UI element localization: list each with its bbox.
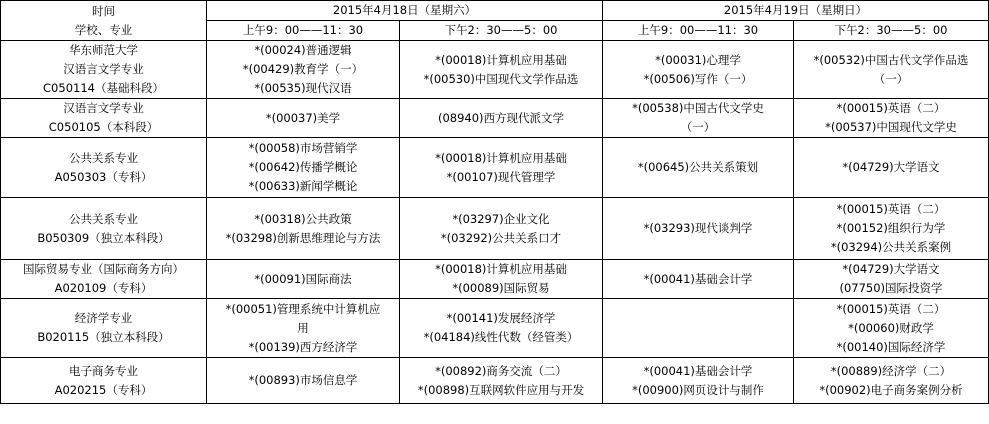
course-line: *(00015)英语（二） (836, 101, 946, 115)
course-line: *(00024)普通逻辑 (254, 43, 352, 57)
major-line: C050105（本科段） (48, 120, 159, 134)
major-line: C050114（基础科段） (43, 81, 164, 95)
course-line: *(00060)财政学 (848, 320, 934, 335)
major-line: A020215（专科） (54, 382, 153, 397)
course-line: *(00645)公共关系策划 (637, 160, 759, 174)
day2-morning-header: 上午9：00——11：30 (603, 21, 794, 41)
course-line: *(00107)现代管理学 (446, 169, 556, 184)
day2-afternoon-cell (794, 41, 989, 99)
day2-morning-cell (603, 198, 794, 260)
major-line: B050309（独立本科段） (37, 230, 170, 245)
course-line: 用 (297, 320, 309, 335)
major-cell (1, 260, 207, 299)
table-row (1, 198, 989, 260)
course-line: *(00537)中国现代文学史 (825, 120, 957, 134)
table-row (1, 358, 989, 404)
course-line: *(03298)创新思维理论与方法 (225, 230, 381, 245)
major-line: A050303（专科） (54, 169, 153, 184)
course-line: *(00506)写作（一） (643, 71, 753, 86)
course-line: *(00902)电子商务案例分析 (819, 382, 963, 397)
course-line: *(00538)中国古代文学史 (632, 101, 764, 115)
course-line: *(00900)网页设计与制作 (632, 382, 764, 397)
day1-afternoon-cell (400, 41, 603, 99)
course-line: *(00642)传播学概论 (248, 160, 358, 174)
course-line: （一） (873, 71, 909, 86)
course-line: (07750)国际投资学 (839, 281, 943, 295)
major-line: 汉语言文学专业 (63, 62, 144, 76)
major-cell (1, 41, 207, 99)
header-time-school (1, 1, 207, 41)
day1-morning-cell (207, 299, 400, 358)
course-line: (08940)西方现代派文学 (437, 110, 565, 125)
major-line: 公共关系专业 (69, 150, 138, 165)
major-cell (1, 138, 207, 198)
day1-morning-cell (207, 358, 400, 404)
time-label: 时间 (92, 3, 115, 18)
course-line: *(00530)中国现代文学作品选 (423, 71, 579, 86)
course-line: *(03293)现代谈判学 (643, 221, 753, 235)
major-line: 国际贸易专业（国际商务方向） (23, 262, 184, 276)
course-line: *(04184)线性代数（经管类） (423, 330, 579, 344)
table-row (1, 99, 989, 138)
course-line: *(00893)市场信息学 (248, 373, 358, 387)
course-line: *(00898)互联网软件应用与开发 (417, 382, 585, 397)
day1-afternoon-cell (400, 260, 603, 299)
course-line: *(00041)基础会计学 (643, 363, 753, 378)
major-line: 公共关系专业 (69, 211, 138, 226)
course-line: *(00018)计算机应用基础 (435, 150, 567, 165)
course-line: *(00140)国际经济学 (836, 339, 946, 354)
day1-afternoon-cell (400, 99, 603, 138)
major-cell (1, 99, 207, 138)
major-line: 经济学专业 (74, 311, 133, 325)
course-line: *(00532)中国古代文学作品选 (813, 52, 969, 67)
course-line: *(00889)经济学（二） (830, 363, 952, 378)
table-row (1, 41, 989, 99)
course-line: *(00152)组织行为学 (836, 221, 946, 235)
day2-morning-cell (603, 358, 794, 404)
course-line: *(03297)企业文化 (452, 211, 550, 226)
school-major-label: 学校、专业 (74, 22, 133, 37)
course-line: *(00318)公共政策 (254, 211, 352, 226)
day2-afternoon-cell (794, 138, 989, 198)
course-line: *(04729)大学语文 (842, 160, 940, 174)
major-cell (1, 198, 207, 260)
course-line: *(00633)新闻学概论 (248, 179, 358, 193)
table-row (1, 260, 989, 299)
course-line: （一） (680, 120, 716, 134)
course-line: *(00051)管理系统中计算机应 (225, 301, 381, 316)
day2-morning-cell (603, 99, 794, 138)
day1-afternoon-header: 下午2：30——5：00 (400, 21, 603, 41)
course-line: *(00041)基础会计学 (643, 271, 753, 286)
major-cell (1, 358, 207, 404)
major-line: B020115（独立本科段） (37, 330, 170, 344)
course-line: *(00091)国际商法 (254, 271, 352, 286)
course-line: *(00429)教育学（一） (242, 62, 364, 76)
day2-afternoon-cell (794, 198, 989, 260)
day1-morning-header: 上午9：00——11：30 (207, 21, 400, 41)
course-line: *(00535)现代汉语 (254, 81, 352, 95)
header-row-days (1, 1, 989, 21)
day2-morning-cell (603, 41, 794, 99)
course-line: *(00037)美学 (265, 110, 341, 125)
day2-header: 2015年4月19日（星期日） (603, 1, 989, 21)
major-line: 电子商务专业 (69, 363, 138, 378)
day1-afternoon-cell (400, 299, 603, 358)
course-line: *(00058)市场营销学 (248, 141, 358, 155)
course-line: *(00139)西方经济学 (248, 339, 358, 354)
course-line: *(03292)公共关系口才 (440, 230, 562, 245)
course-line: *(00015)英语（二） (836, 202, 946, 216)
day1-afternoon-cell (400, 198, 603, 260)
major-line: 汉语言文学专业 (63, 101, 144, 115)
day1-morning-cell (207, 260, 400, 299)
schedule-body (1, 41, 989, 404)
day2-afternoon-header: 下午2：30——5：00 (794, 21, 989, 41)
course-line: *(00089)国际贸易 (452, 281, 550, 295)
day2-afternoon-cell (794, 299, 989, 358)
major-cell (1, 299, 207, 358)
day1-morning-cell (207, 99, 400, 138)
course-line: *(00031)心理学 (655, 52, 741, 67)
day2-morning-cell (603, 299, 794, 358)
course-line: *(04729)大学语文 (842, 262, 940, 276)
table-row (1, 138, 989, 198)
major-line: A020109（专科） (54, 281, 153, 295)
day1-morning-cell (207, 138, 400, 198)
day2-afternoon-cell (794, 99, 989, 138)
course-line: *(00018)计算机应用基础 (435, 52, 567, 67)
course-line: *(00892)商务交流（二） (435, 363, 567, 378)
day1-morning-cell (207, 41, 400, 99)
course-line: *(00141)发展经济学 (446, 311, 556, 325)
course-line: *(03294)公共关系案例 (830, 240, 952, 254)
day2-afternoon-cell (794, 260, 989, 299)
day2-morning-cell (603, 138, 794, 198)
day2-afternoon-cell (794, 358, 989, 404)
day2-morning-cell (603, 260, 794, 299)
day1-afternoon-cell (400, 138, 603, 198)
course-line: *(00015)英语（二） (836, 301, 946, 316)
day1-header: 2015年4月18日（星期六） (207, 1, 603, 21)
day1-morning-cell (207, 198, 400, 260)
course-line: *(00018)计算机应用基础 (435, 262, 567, 276)
major-line: 华东师范大学 (69, 43, 138, 57)
day1-afternoon-cell (400, 358, 603, 404)
table-row (1, 299, 989, 358)
